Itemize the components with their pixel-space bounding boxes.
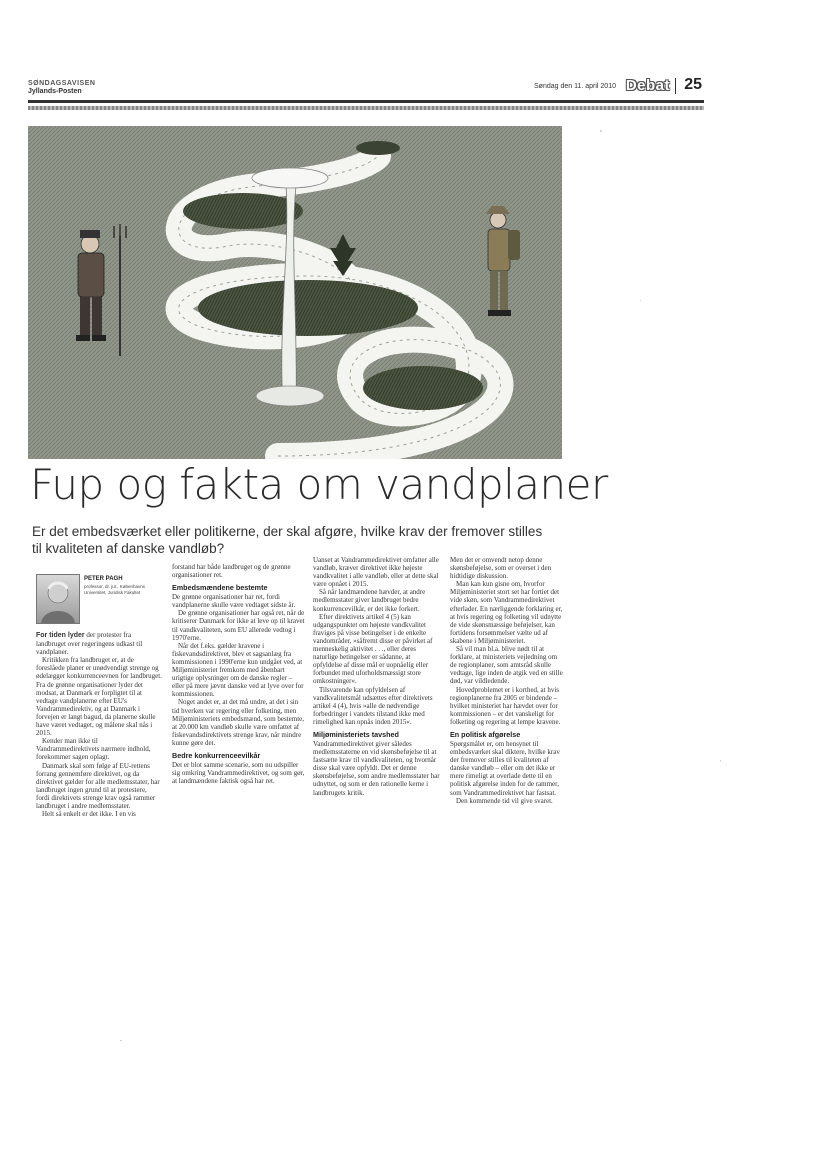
paragraph: Det er blot samme scenarie, som nu udspiller sig omkring Vandrammedirektivet, og som gør, at landmændene faktisk også har ret.: [172, 760, 305, 786]
paragraph: Så vil man bl.a. blive nødt til at forklare, at ministeriets vejledning om de regionplaner, som amtsråd skulle vedtage, lige inden de atgik ved en stille død, var vildledende.: [450, 645, 563, 686]
cartoon-illustration: [28, 126, 562, 459]
article-column-1: [36, 631, 162, 818]
article-column-3: [313, 556, 441, 797]
paragraph: Uanset at Vandrammedirektivet omfatter alle vandløb, kræver direktivet ikke højeste vandkvalitet i alle vandløb, eller at dette skal være opnået i 2015.: [313, 556, 439, 589]
grass-island: [183, 193, 303, 229]
paragraph: Man kan kun gisne om, hvorfor Miljøministeriet stort set har fortiet det vide skøn, som Vandrammedirektivet efterlader. En nærliggende forklaring er, at hvis regering og folketing vil udnytte de vide skønsmæssige beføjelser, kan fortidens forsømmelser vælte ud af skabene i Miljøministeriet.: [450, 580, 563, 645]
grass-island: [198, 280, 418, 336]
cartoon-svg: [28, 126, 562, 459]
subheading: Miljøministeriets tavshed: [313, 729, 399, 739]
distant-shrub: [356, 141, 400, 155]
issue-date: Søndag den 11. april 2010: [534, 83, 616, 90]
subheading: Bedre konkurrenceevilkår: [172, 750, 261, 760]
paragraph: De grønne organisationer har også ret, når de kritiserer Danmark for ikke at leve op til kravet til vandkvaliteten, som EU allerede vedtog i 1970'erne.: [172, 609, 305, 642]
masthead-rule-pattern: [28, 106, 704, 110]
paragraph: Kritikken fra landbruget er, at de foreslåede planer er unødvendigt strenge og ødelægger konkurrenceevnen for landbruget. Fra de grønne organisationer lyder det modsat, at Danmark er forpligtet til at vedtage vandplanerne efter EU's Vandrammedirektiv, og at Danmark i forvejen er langt bagud, da planerne skulle have været vedtaget, og målene skal nås i 2015.: [36, 656, 162, 738]
paragraph: Så når landmændene hævder, at andre medlemsstater giver landbruget bedre konkurrencevilkår, er det ikke forkert.: [313, 588, 426, 613]
section-name: Debat: [625, 77, 670, 94]
article-lead: Er det embedsværket eller politikerne, der skal afgøre, hvilke krav der fremover stilles til kvaliteten af danske vandløb?: [32, 524, 543, 556]
paragraph: Hovedproblemet er i korthed, at hvis regionplanerne fra 2005 er bindende – hvilket ministeriet har hævdet over for kommissionen – er det vanskeligt for folketing og regering at lempe kravene.: [450, 685, 561, 726]
paragraph: Danmark skal som følge af EU-rettens forrang gennemføre direktivet, og da direktivet gælder for alle medlemsstater, har landbruget ingen grund til at protestere, fordi direktivets strenge krav også rammer landbruget i andre medlemsstater.: [36, 761, 160, 810]
paper-logo-line1: SØNDAGSAVISEN: [28, 80, 96, 87]
paragraph: [36, 631, 162, 656]
page-number: 25: [684, 76, 702, 93]
paragraph: Efter direktivets artikel 4 (5) kan udgangspunktet om højeste vandkvalitet fraviges på visse betingelser i de enkelte vandområder, »såfremt disse er påvirket af menneskelig aktivitet . . ., eller deres naturlige betingelser er sådanne, at opfyldelse af disse mål er uopnåelig eller forbundet med uforholdsmæssigt store omkostninger«.: [313, 612, 433, 686]
grass-island: [363, 366, 483, 410]
paragraph: Den kommende tid vil give svaret.: [456, 796, 553, 805]
paragraph: Noget andet er, at det må undre, at det i sin tid hverken var regering eller folketing, men Miljøministeriets embedsmænd, som bestemte, at 20.000 km vandløb skulle være omfattet af fiskevandsdirektivets strenge krav, når mindre kunne gøre det.: [172, 698, 305, 747]
paragraph: Når det f.eks. gælder kravene i fiskevandsdirektivet, blev et sagsanlæg fra kommissionen i 1990'erne kun undgået ved, at Miljøministeriet fremkom med åbenbart urigtige oplysninger om de danske regler – eller på mere jævnt danske ved at lyve over for kommissionen.: [172, 641, 304, 699]
subheading: En politisk afgørelse: [450, 729, 521, 739]
article-column-2: [172, 563, 306, 785]
paragraph: Men det er omvendt netop denne skønsbeføjelse, som er overset i den hidtidige diskussion.: [450, 556, 552, 581]
paragraph: De grønne organisationer har ret, fordi vandplanerne skulle være vedtaget sidste år.: [172, 593, 296, 610]
masthead-divider: [675, 78, 676, 94]
paragraph-kicker: For tiden lyder: [36, 632, 85, 639]
paper-logo-line2: Jyllands-Posten: [28, 88, 82, 95]
paragraph: Vandrammedirektivet giver således medlemsstaterne en vid skønsbeføjelse til at fastsætte krav til vandkvaliteten, og hvornår disse skal være opfyldt. Det er denne skønsbeføjelse, som andre medlemsstater har udnyttet, og som er den rationelle kerne i landbrugets kritik.: [313, 739, 440, 797]
paragraph-text: der protester fra landbruget over regeringens udkast til vandplaner.: [36, 631, 143, 657]
scan-speck: [600, 130, 602, 132]
article-column-4: [450, 556, 565, 805]
masthead: [28, 76, 704, 100]
paragraph: Tilsvarende kan opfyldelsen af vandkvalitetsmål udsættes efter direktivets artikel 4 (4), hvis »alle de nødvendige forbedringer i vandets tilstand ikke med rimelighed kan opnås inden 2015«.: [313, 685, 433, 726]
paragraph: Kender man ikke til Vandrammedirektivets nærmere indhold, forekommer sagen oplagt.: [36, 737, 151, 762]
scan-speck: [720, 760, 721, 762]
scan-speck: [120, 1040, 122, 1041]
paragraph: Spørgsmålet er, om hensynet til embedsværket skal diktere, hvilke krav der fremover stilles til kvaliteten af danske vandløb – eller om det ikke er mere rimeligt at overlade dette til en politisk afgørelse inden for de rammer, som Vandrammedirektivet har fastsat.: [450, 739, 560, 797]
paragraph: forstand har både landbruget og de grønne organisationer ret.: [172, 563, 291, 580]
paragraph: Helt så enkelt er det ikke. I en vis: [42, 810, 136, 819]
paper-logo: [28, 80, 95, 96]
author-portrait: [36, 574, 80, 624]
author-title: professor, dr. jur., Københavns Universitet, Juridisk Fakultet: [84, 584, 146, 595]
author-name: PETER PAGH: [84, 576, 123, 582]
scan-speck: [640, 300, 641, 301]
subheading: Embedsmændene bestemte: [172, 583, 268, 593]
article-headline: Fup og fakta om vandplaner: [30, 460, 608, 509]
masthead-rule: [28, 100, 704, 103]
author-byline: [36, 574, 162, 624]
